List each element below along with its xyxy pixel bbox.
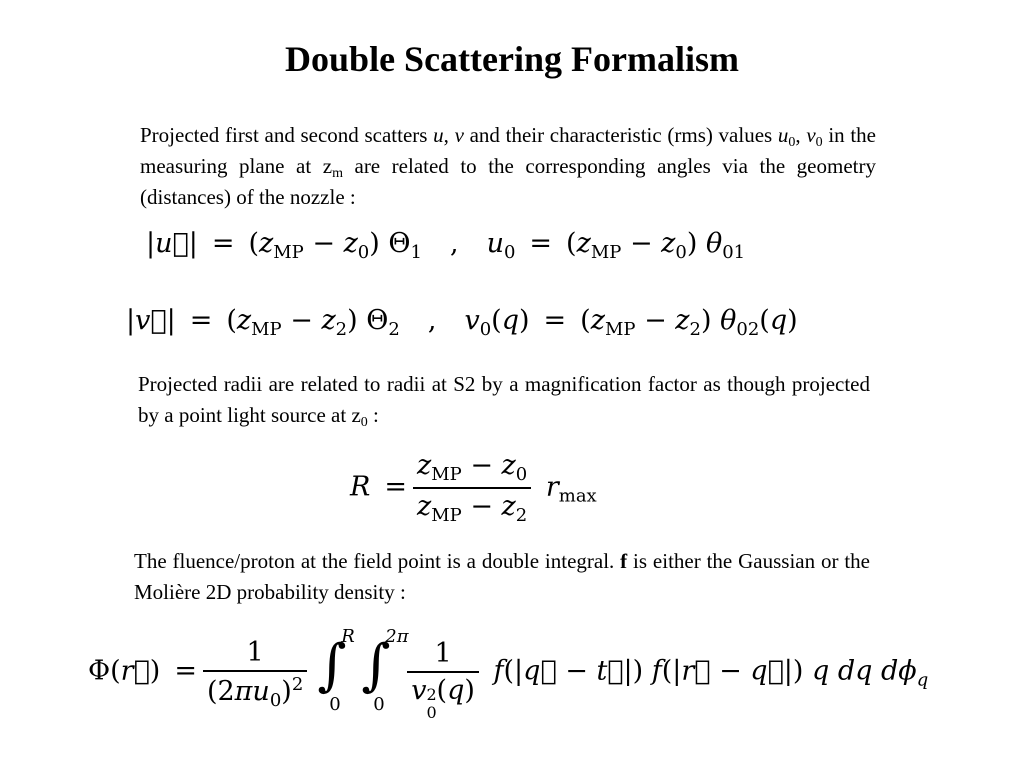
slide-title: Double Scattering Formalism xyxy=(285,39,739,79)
paragraph-radii: Projected radii are related to radii at S2 by a magnification factor as though projected by a point light source at $z_0$ : xyxy=(138,372,870,430)
equation-v: |v⃗| = $(z_{MP} - z_2)$ $\Theta_2$ , $v_0(q) = (z_{MP} - z_2)$ $\theta_{02}(q)$ xyxy=(126,305,798,340)
equation-magnification: R = $\frac{z_{MP} - z_0}{z_{MP} - z_2}$ $r_{max}$ xyxy=(350,450,597,526)
equation-fluence: Φ(r⃗) = $\frac{1}{(2\pi u_0)^2}$ ∫ R 0 ∫ 2π 0 1 v 2 0 (q) f(|q⃗ − t⃗|) f(|r⃗ − q⃗|) q dq $d\phi_q$ xyxy=(88,626,929,722)
paragraph-fluence: The fluence/proton at the field point is a double integral. f is either the Gaussian or the Molière 2D probability density : xyxy=(134,549,870,604)
paragraph-scatters: Projected first and second scatters u, v and their characteristic (rms) values $u_0$, $v_0$ in the measuring plane at $z_m$ are related to the corresponding angles via the geometry (distances) of the nozzle : xyxy=(140,123,876,209)
equation-u: |u⃗| = $(z_{MP} - z_0)$ $\Theta_1$ , $u_0 = (z_{MP} - z_0)$ $\theta_{01}$ xyxy=(146,228,746,263)
